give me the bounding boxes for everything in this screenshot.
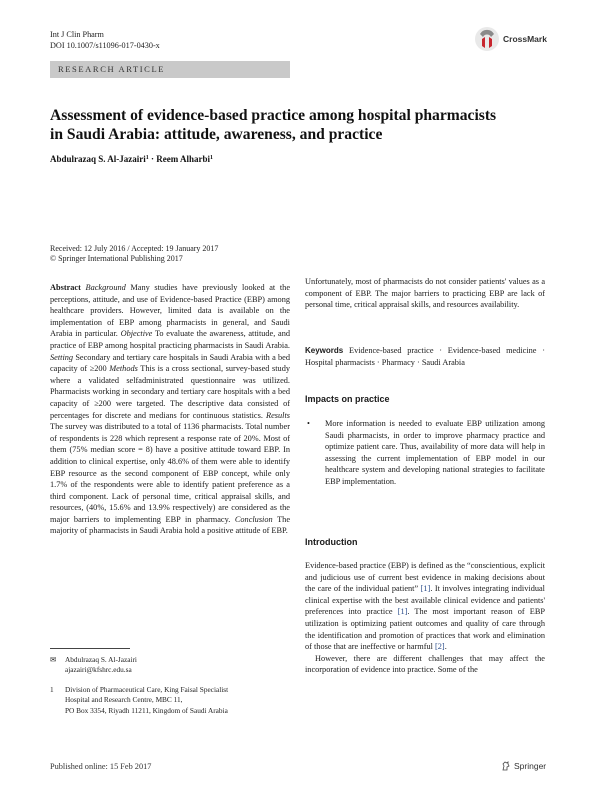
introduction-body (305, 560, 545, 676)
publisher-logo[interactable] (501, 761, 546, 771)
methods-text: This is a cross sectional, survey-based study where a validated selfadministrated questionnaire was utilized. Pharmacists working in secondary and tertiary care hospitals with a bed capacity of ≥200 were targeted. The descriptive data consisted of percentages for discrete and medians for continuous statistics. (50, 364, 290, 420)
setting-label: Setting (50, 352, 74, 362)
section-banner (50, 61, 290, 78)
envelope-icon: ✉ (50, 655, 57, 664)
correspondence-name-row (50, 655, 290, 665)
springer-horse-icon (501, 761, 511, 771)
background-text: Many studies have previously looked at the perceptions, attitude, and use of Evidence-based Practice (EBP) among healthcare providers. However, limited data is available on the implementation of EBP among pharmacists in general, and Saudi Arabia in particular. (50, 283, 291, 339)
impacts-list (305, 418, 545, 488)
abstract-column (50, 282, 290, 537)
background-label: Background (85, 283, 126, 292)
impacts-heading: Impacts on practice (305, 394, 390, 404)
objective-text: To evaluate the awareness, attitude, and practice of EBP among hospital practicing pharmacists in Saudi Arabia. (50, 329, 290, 350)
affiliation (50, 685, 290, 716)
correspondence (50, 655, 290, 674)
crossmark-label: CrossMark (503, 34, 547, 44)
author-name[interactable]: Reem Alharbi (156, 154, 211, 164)
citation-link[interactable]: [1] (397, 607, 408, 617)
intro-text: Evidence-based practice (EBP) is defined as the “conscientious, explicit and judicious use of current best evidence in making decisions about the care of the individual patient” (305, 561, 545, 594)
section-label: RESEARCH ARTICLE (58, 64, 166, 74)
received-accepted: Received: 12 July 2016 / Accepted: 19 January 2017 (50, 244, 219, 253)
affiliation-line: Hospital and Research Centre, MBC 11, (65, 695, 183, 705)
affiliation-marker: 1 (145, 155, 149, 161)
abstract-text (50, 282, 290, 537)
introduction-paragraph: However, there are different challenges that may affect the incorporation of evidence into practice. Some of the (305, 653, 545, 675)
journal-header (50, 29, 160, 51)
footnote-divider (50, 648, 130, 649)
publisher-name: Springer (514, 761, 547, 771)
methods-label: Methods (109, 364, 138, 374)
affiliation-marker: 1 (50, 685, 54, 694)
intro-text: . The most important reason of EBP utilization is optimizing patient outcomes and quality of care through the identification and promotion of practices that work and elimination of those that are ineffective or harmful (305, 607, 546, 652)
correspondence-name: Abdulrazaq S. Al-Jazairi (65, 655, 137, 664)
objective-label: Objective (120, 329, 153, 339)
affiliation-row (50, 685, 290, 716)
conclusion-label: Conclusion (234, 514, 273, 524)
spacer (50, 665, 65, 675)
citation-link[interactable]: [1] (420, 584, 431, 594)
list-item (305, 418, 545, 488)
intro-text: . (444, 642, 447, 652)
affiliation-line: PO Box 3354, Riyadh 11211, Kingdom of Saudi Arabia (65, 705, 228, 715)
introduction-paragraph (305, 560, 545, 653)
article-title: Assessment of evidence-based practice among hospital pharmacists in Saudi Arabia: attitude, awareness, and practice (50, 107, 497, 143)
keywords (305, 345, 545, 368)
crossmark-badge[interactable] (474, 26, 547, 52)
copyright: © Springer International Publishing 2017 (50, 254, 183, 263)
abstract-continuation (305, 276, 545, 311)
results-label: Results (266, 410, 291, 420)
author-name[interactable]: Abdulrazaq S. Al-Jazairi (50, 154, 146, 164)
introduction-heading: Introduction (305, 537, 358, 547)
doi[interactable]: DOI 10.1007/s11096-017-0430-x (50, 41, 160, 50)
conclusion-text: The majority of pharmacists in Saudi Arabia hold a positive attitude of EBP. (50, 514, 291, 536)
impacts-item-text: More information is needed to evaluate EBP utilization among Saudi pharmacists, in order to improve pharmacy practice and optimize patient care. Thus, availability of more data will help in assessing the current implementation of EBP model in our healthcare system and developing national strategies to facilitate EBP implementation. (325, 419, 545, 486)
abstract-continuation-text: Unfortunately, most of pharmacists do not consider patients' values as a component of EBP. The major barriers to practicing EBP are lack of personal time, critical appraisal skills, and resources availability. (305, 277, 545, 310)
published-online: Published online: 15 Feb 2017 (50, 762, 152, 771)
author-separator: · (148, 154, 157, 164)
crossmark-icon (474, 26, 500, 52)
abstract-label: Abstract (50, 283, 81, 292)
setting-text: Secondary and tertiary care hospitals in Saudi Arabia with a bed capacity of ≥200 (50, 352, 291, 374)
bullet-marker: • (307, 419, 310, 428)
intro-text: . It involves integrating individual clinical expertise with the best available clinical evidence and patients' preferences into practice (305, 584, 545, 617)
article-dates (50, 244, 218, 264)
affiliation-line: Division of Pharmaceutical Care, King Faisal Specialist (65, 685, 229, 694)
keywords-label: Keywords (305, 346, 344, 355)
keywords-text: Evidence-based practice · Evidence-based medicine · Hospital pharmacists · Pharmacy · Saudi Arabia (305, 346, 545, 367)
author-list (50, 154, 213, 164)
correspondence-email-row (50, 665, 290, 675)
results-text: The survey was distributed to a total of 1136 pharmacists. Total number of respondents is 228 which represent a response rate of 20%. Most of them (75% median score = 8) have a positive attitude toward EBP. In addition to clinical expertise, only 48.6% of them were able to identify EBP resource as the second component of EBP concept, while only 1.7% of the respondents were able to identify patient preference as a third component. Lack of personal time, critical appraisal skills, and resources, (40%, 15.6% and 13.9% respectively) are considered as the major barriers to implementing EBP in pharmacy. (50, 422, 290, 524)
journal-name: Int J Clin Pharm (50, 30, 104, 39)
citation-link[interactable]: [2] (435, 642, 445, 652)
affiliation-marker: 1 (210, 155, 214, 161)
affiliation-text (65, 685, 228, 716)
correspondence-email[interactable]: ajazairi@kfshrc.edu.sa (65, 664, 132, 674)
